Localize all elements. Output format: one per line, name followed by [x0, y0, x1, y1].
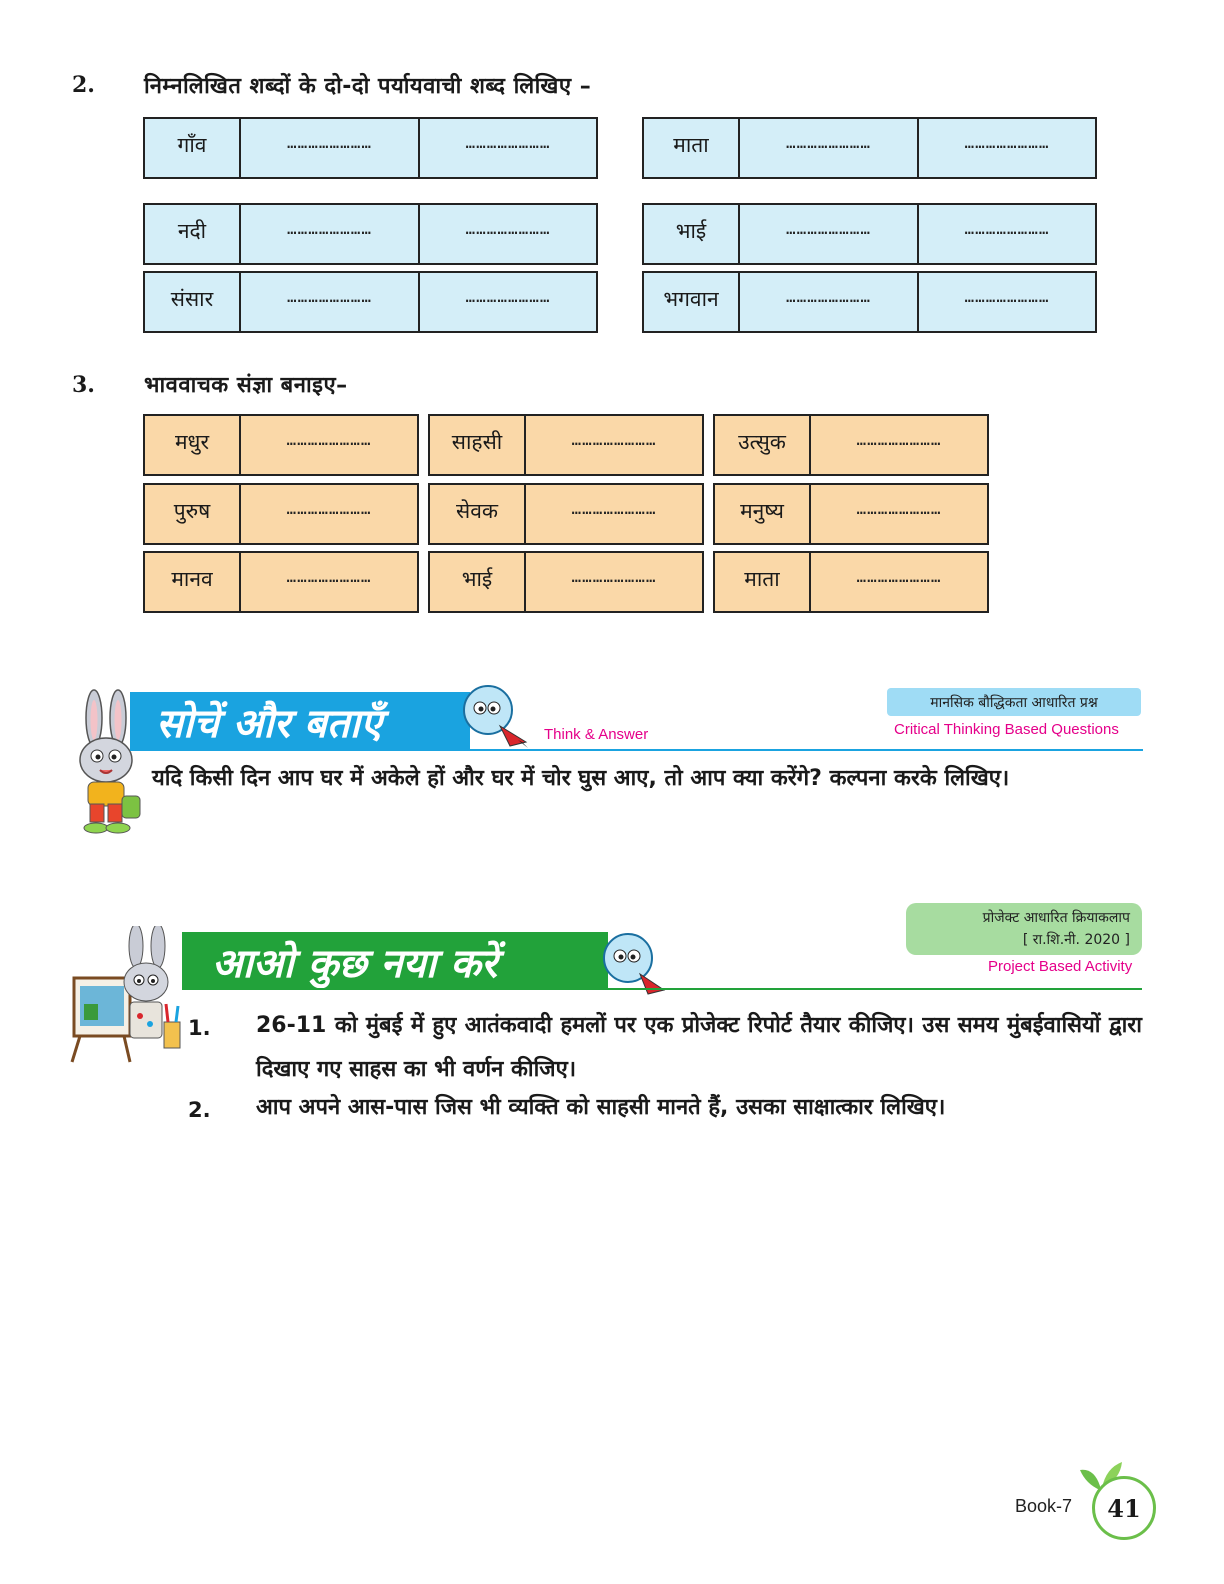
answer-blank[interactable]: …………………… — [286, 219, 373, 238]
answer-blank[interactable]: …………………… — [571, 567, 657, 586]
noun-box — [143, 414, 419, 476]
project-item-2-number: 2. — [188, 1098, 211, 1122]
answer-blank[interactable]: …………………… — [856, 430, 942, 449]
answer-blank[interactable]: …………………… — [286, 567, 372, 586]
word-label: साहसी — [430, 416, 526, 474]
word-label: गाँव — [145, 119, 241, 177]
noun-box — [713, 483, 989, 545]
word-label: माता — [715, 553, 811, 611]
word-label: भगवान — [644, 273, 740, 331]
think-answer-title: सोचें और बताएँ — [156, 699, 383, 747]
synonym-box — [143, 271, 598, 333]
project-tag — [906, 903, 1142, 955]
project-tag-line2: [ रा.शि.नी. 2020 ] — [1022, 932, 1130, 948]
answer-blank[interactable]: …………………… — [286, 430, 372, 449]
word-label: मनुष्य — [715, 485, 811, 543]
word-label: पुरुष — [145, 485, 241, 543]
noun-box — [428, 414, 704, 476]
word-label: मानव — [145, 553, 241, 611]
critical-thinking-label: Critical Thinking Based Questions — [894, 721, 1119, 738]
answer-blank[interactable]: …………………… — [465, 287, 551, 306]
think-answer-rule — [130, 749, 1143, 751]
word-label: उत्सुक — [715, 416, 811, 474]
question-3-number: 3. — [72, 372, 95, 398]
answer-blank[interactable]: …………………… — [465, 219, 551, 238]
answer-blank[interactable]: …………………… — [785, 287, 872, 306]
answer-blank[interactable]: …………………… — [785, 133, 872, 152]
pencil-mascot-icon — [460, 680, 532, 752]
answer-blank[interactable]: …………………… — [286, 499, 372, 518]
word-label: माता — [644, 119, 740, 177]
answer-blank[interactable]: …………………… — [856, 567, 942, 586]
project-based-label: Project Based Activity — [988, 958, 1133, 975]
word-label: सेवक — [430, 485, 526, 543]
noun-box — [428, 483, 704, 545]
project-rule — [182, 988, 1142, 990]
noun-box — [428, 551, 704, 613]
word-label: नदी — [145, 205, 241, 263]
critical-thinking-tag: मानसिक बौद्धिकता आधारित प्रश्न — [887, 688, 1141, 716]
painter-rabbit-icon — [70, 926, 190, 1066]
answer-blank[interactable]: …………………… — [571, 430, 657, 449]
think-answer-subtitle: Think & Answer — [544, 726, 649, 743]
synonym-box — [143, 117, 598, 179]
answer-blank[interactable]: …………………… — [465, 133, 551, 152]
word-label: भाई — [430, 553, 526, 611]
word-label: मधुर — [145, 416, 241, 474]
synonym-box — [642, 271, 1097, 333]
project-tag-line1: प्रोजेक्ट आधारित क्रियाकलाप — [982, 910, 1130, 926]
answer-blank[interactable]: …………………… — [571, 499, 657, 518]
page-number: 41 — [1092, 1476, 1156, 1540]
question-3-text: भाववाचक संज्ञा बनाइए– — [144, 373, 348, 398]
noun-box — [143, 483, 419, 545]
noun-box — [143, 551, 419, 613]
synonym-box — [642, 203, 1097, 265]
project-item-2-text: आप अपने आस-पास जिस भी व्यक्ति को साहसी मानते हैं, उसका साक्षात्कार लिखिए। — [256, 1095, 946, 1120]
answer-blank[interactable]: …………………… — [964, 133, 1050, 152]
synonym-box — [642, 117, 1097, 179]
think-answer-question: यदि किसी दिन आप घर में अकेले हों और घर में चोर घुस आए, तो आप क्या करेंगे? कल्पना करके लिखिए। — [152, 766, 1010, 791]
answer-blank[interactable]: …………………… — [286, 133, 373, 152]
question-2-text: निम्नलिखित शब्दों के दो-दो पर्यायवाची शब्द लिखिए – — [144, 74, 592, 99]
answer-blank[interactable]: …………………… — [964, 219, 1050, 238]
project-item-1-text: 26-11 को मुंबई में हुए आतंकवादी हमलों पर एक प्रोजेक्ट रिपोर्ट तैयार कीजिए। उस समय मुंबईवासियों द्वारा दिखाए गए साहस का भी वर्णन कीजिए। — [256, 1013, 1142, 1082]
book-label: Book-7 — [1015, 1496, 1073, 1516]
word-label: भाई — [644, 205, 740, 263]
project-item-1-number: 1. — [188, 1016, 211, 1040]
word-label: संसार — [145, 273, 241, 331]
noun-box — [713, 551, 989, 613]
synonym-box — [143, 203, 598, 265]
project-banner — [182, 932, 608, 990]
project-title: आओ कुछ नया करें — [212, 939, 498, 987]
question-2-number: 2. — [72, 72, 95, 98]
answer-blank[interactable]: …………………… — [964, 287, 1050, 306]
answer-blank[interactable]: …………………… — [286, 287, 373, 306]
answer-blank[interactable]: …………………… — [856, 499, 942, 518]
think-answer-banner — [130, 692, 470, 750]
noun-box — [713, 414, 989, 476]
answer-blank[interactable]: …………………… — [785, 219, 872, 238]
